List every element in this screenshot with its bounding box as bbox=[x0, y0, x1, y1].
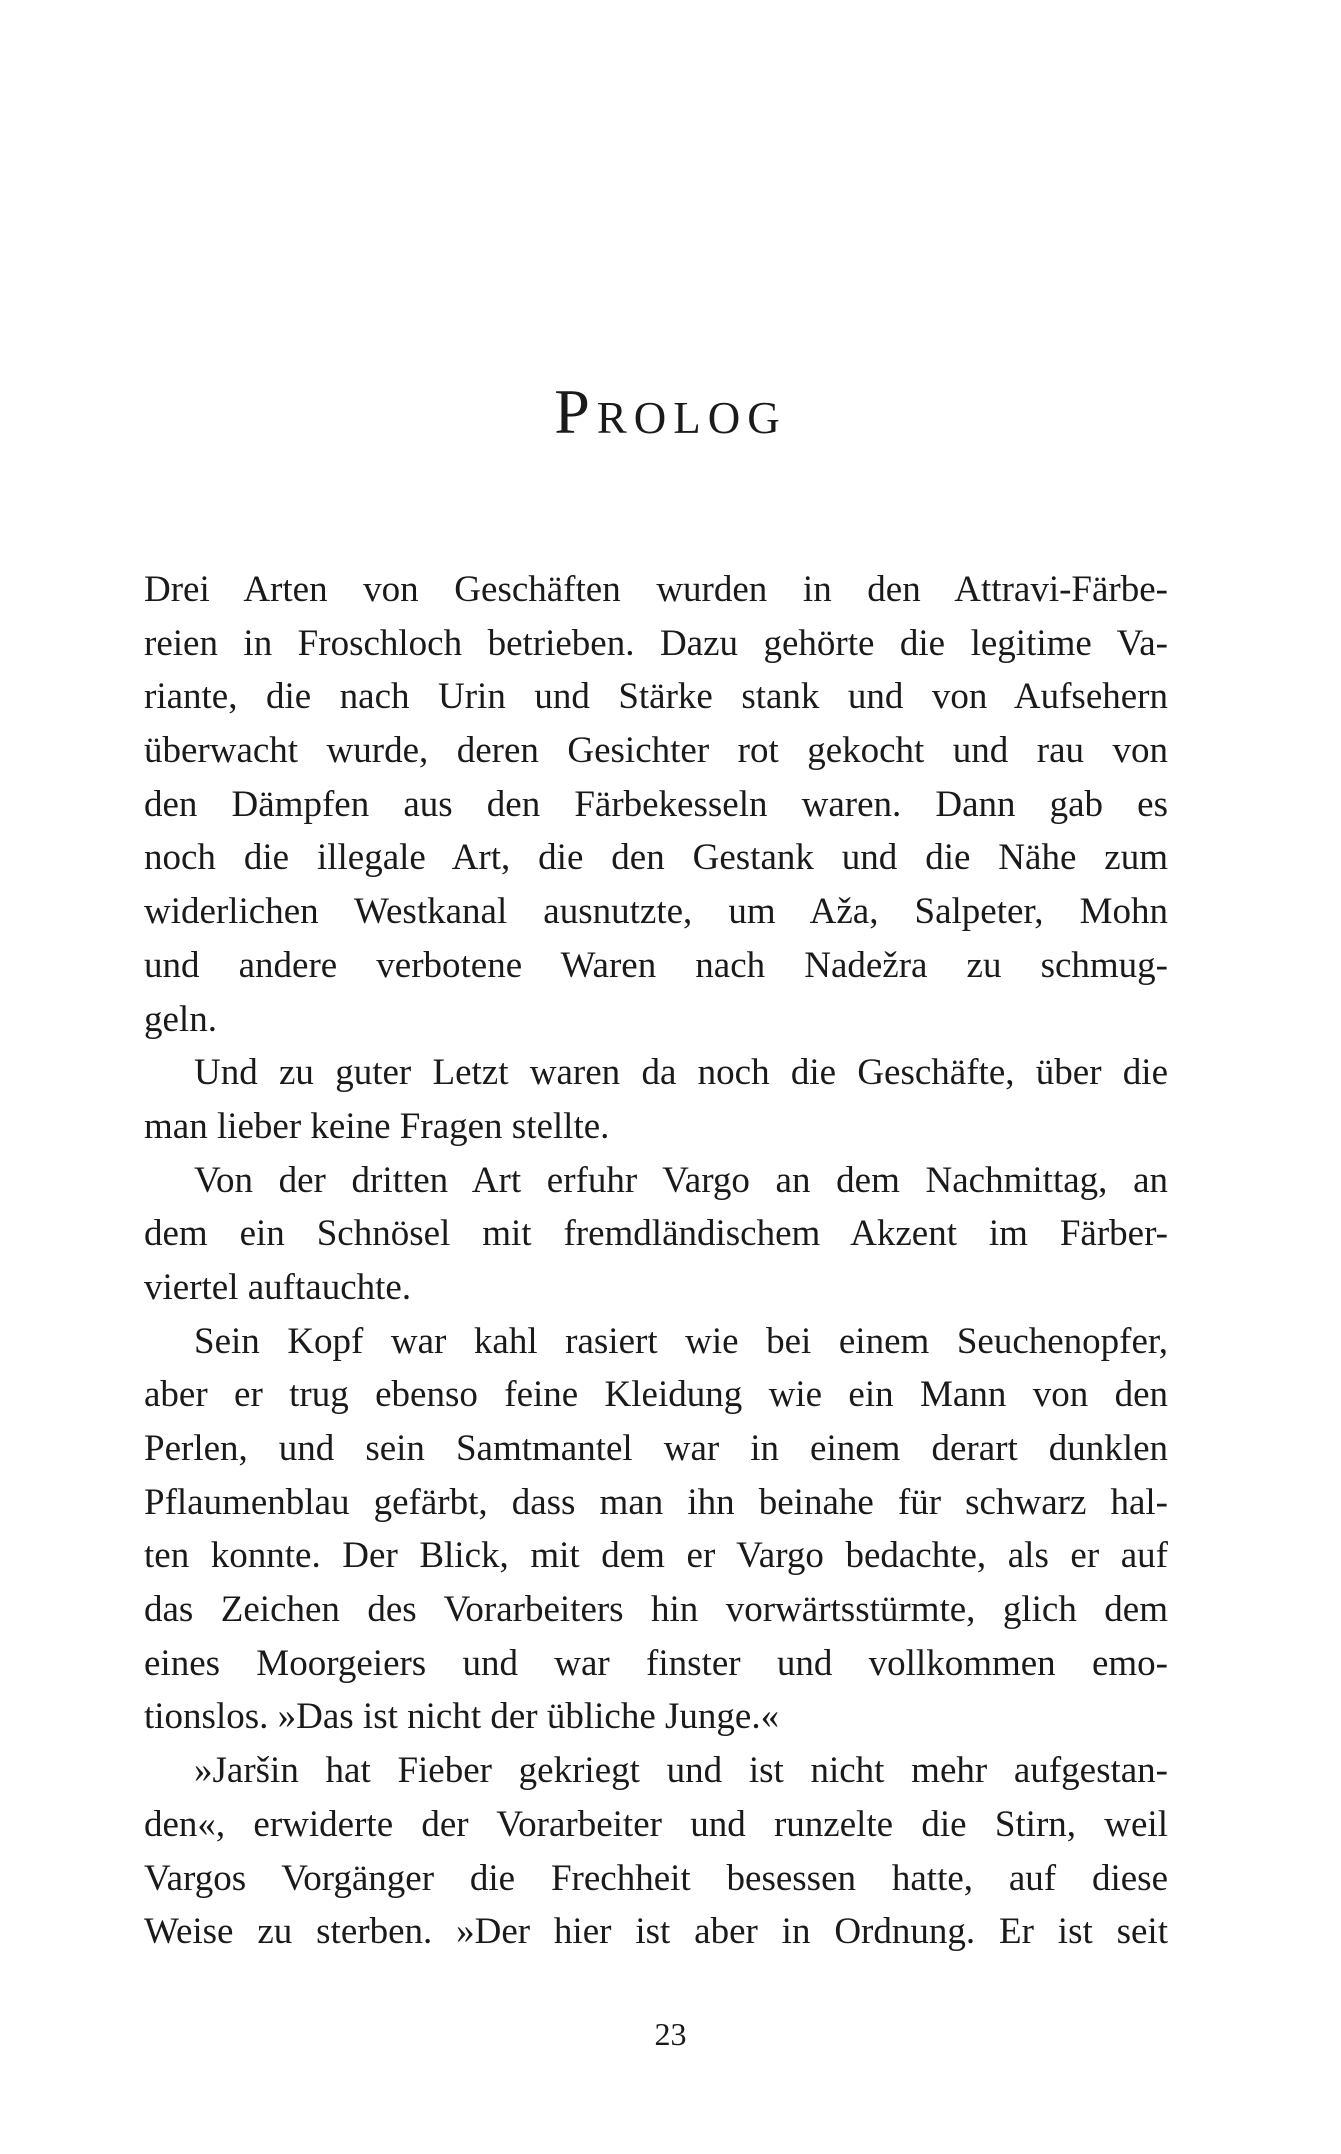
text-line: Pflaumenblau gefärbt, dass man ihn beinahe für schwarz hal- bbox=[144, 1481, 1168, 1523]
text-line: riante, die nach Urin und Stärke stank und von Aufsehern bbox=[144, 676, 1168, 718]
text-line: Vargos Vorgänger die Frechheit besessen hatte, auf diese bbox=[144, 1857, 1168, 1899]
text-line: widerlichen Westkanal ausnutzte, um Aža, Salpeter, Mohn bbox=[144, 891, 1168, 933]
text-line: Drei Arten von Geschäften wurden in den Attravi-Färbe- bbox=[144, 569, 1168, 610]
text-line: tionslos. »Das ist nicht der übliche Junge.« bbox=[144, 1696, 780, 1738]
text-line: geln. bbox=[144, 998, 217, 1040]
body-text bbox=[144, 563, 1168, 1959]
text-line: Von der dritten Art erfuhr Vargo an dem Nachmittag, an bbox=[194, 1159, 1168, 1201]
text-line: das Zeichen des Vorarbeiters hin vorwärtsstürmte, glich dem bbox=[144, 1589, 1168, 1631]
text-line: den Dämpfen aus den Färbekesseln waren. Dann gab es bbox=[144, 783, 1168, 825]
text-line: noch die illegale Art, die den Gestank und die Nähe zum bbox=[144, 837, 1168, 879]
text-line: »Jaršin hat Fieber gekriegt und ist nicht mehr aufgestan- bbox=[194, 1750, 1168, 1792]
chapter-title: Prolog bbox=[554, 376, 787, 447]
text-line: ten konnte. Der Blick, mit dem er Vargo bedachte, als er auf bbox=[144, 1535, 1168, 1577]
text-line: überwacht wurde, deren Gesichter rot gekocht und rau von bbox=[144, 730, 1168, 772]
text-line: aber er trug ebenso feine Kleidung wie ein Mann von den bbox=[144, 1374, 1168, 1416]
text-line: reien in Froschloch betrieben. Dazu gehörte die legitime Va- bbox=[144, 622, 1168, 664]
text-line: eines Moorgeiers und war finster und vollkommen emo- bbox=[144, 1642, 1168, 1684]
text-line: den«, erwiderte der Vorarbeiter und runzelte die Stirn, weil bbox=[144, 1803, 1168, 1845]
text-line: Perlen, und sein Samtmantel war in einem derart dunklen bbox=[144, 1428, 1168, 1469]
text-line: Sein Kopf war kahl rasiert wie bei einem Seuchenopfer, bbox=[194, 1320, 1168, 1362]
page-number: 23 bbox=[654, 2016, 687, 2052]
text-line: und andere verbotene Waren nach Nadežra zu schmug- bbox=[144, 944, 1168, 986]
text-line: Und zu guter Letzt waren da noch die Geschäfte, über die bbox=[194, 1052, 1168, 1094]
text-line: Weise zu sterben. »Der hier ist aber in Ordnung. Er ist seit bbox=[144, 1911, 1168, 1953]
text-line: man lieber keine Fragen stellte. bbox=[144, 1105, 610, 1147]
text-line: viertel auftauchte. bbox=[144, 1266, 412, 1308]
text-line: dem ein Schnösel mit fremdländischem Akzent im Färber- bbox=[144, 1213, 1168, 1255]
